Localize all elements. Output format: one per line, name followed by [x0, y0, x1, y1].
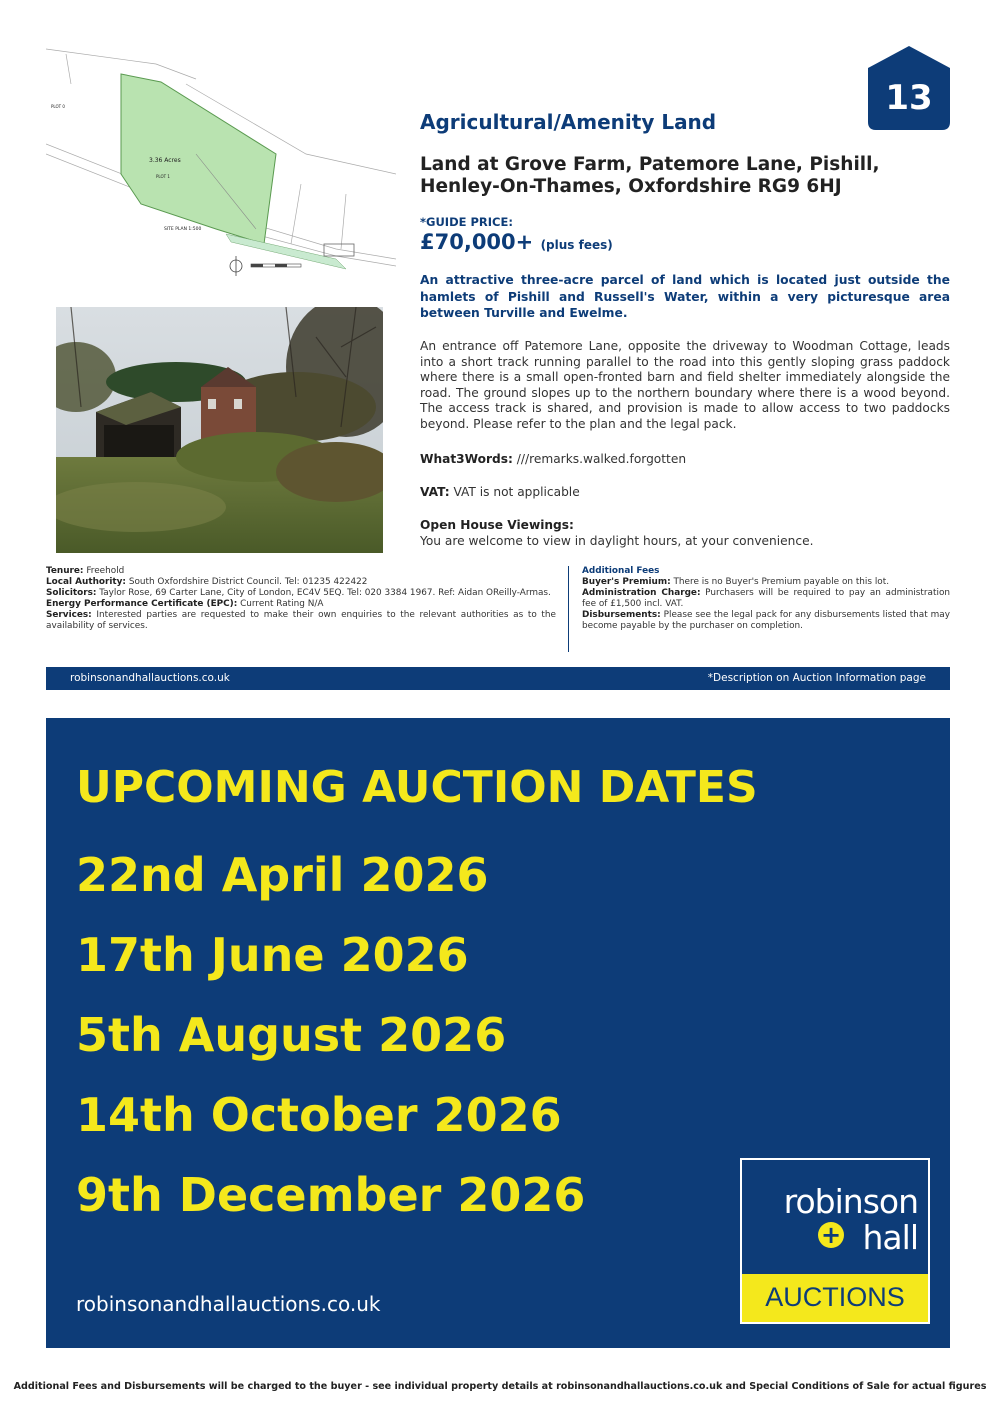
upcoming-auctions-panel	[46, 718, 950, 1348]
epc-label: Energy Performance Certificate (EPC):	[46, 599, 238, 609]
tenure-value: Freehold	[86, 566, 125, 576]
what3words-label: What3Words:	[420, 452, 513, 466]
robinson-hall-logo	[740, 1158, 930, 1324]
viewings-title: Open House Viewings:	[420, 518, 574, 532]
vat-label: VAT:	[420, 485, 450, 499]
guide-price-value: £70,000+	[420, 230, 534, 254]
guide-price-label: *GUIDE PRICE:	[420, 215, 513, 229]
authority-label: Local Authority:	[46, 577, 126, 587]
auction-date: 5th August 2026	[76, 1008, 507, 1062]
solicitors-value: Taylor Rose, 69 Carter Lane, City of London, EC4V 5EQ. Tel: 020 3384 1967. Ref: Aidan OReilly-Armas.	[99, 588, 551, 598]
auctions-website-link[interactable]: robinsonandhallauctions.co.uk	[76, 1292, 381, 1316]
website-link[interactable]: robinsonandhallauctions.co.uk	[70, 672, 230, 684]
admin-value: Purchasers will be required to pay an administration fee of £1,500 incl. VAT.	[582, 588, 950, 609]
property-summary: An attractive three-acre parcel of land which is located just outside the hamlets of Pishill and Russell's Water, within a very picturesque area between Turville and Ewelme.	[420, 273, 950, 320]
property-address	[420, 154, 940, 198]
details-divider	[568, 566, 569, 652]
vat-info	[420, 485, 580, 499]
logo-band-text: AUCTIONS	[765, 1282, 905, 1312]
auction-date: 14th October 2026	[76, 1088, 562, 1142]
premium-value: There is no Buyer's Premium payable on this lot.	[673, 577, 890, 587]
admin-label: Administration Charge:	[582, 588, 701, 598]
footer-note: Additional Fees and Disbursements will be charged to the buyer - see individual property details at robinsonandhallauctions.co.uk and Special Conditions of Sale for actual figures	[13, 1381, 987, 1392]
premium-label: Buyer's Premium:	[582, 577, 671, 587]
property-description: An entrance off Patemore Lane, opposite the driveway to Woodman Cottage, leads into a short track running parallel to the road into this gently sloping grass paddock where there is a small open-fronted barn and field shelter immediately alongside the road. The ground slopes up to the northern boundary where there is a wood beyond. The access track is shared, and provision is made to allow access to two paddocks beyond. Please refer to the plan and the legal pack.	[420, 339, 950, 431]
solicitors-label: Solicitors:	[46, 588, 97, 598]
authority-value: South Oxfordshire District Council. Tel: 01235 422422	[128, 577, 368, 587]
viewings-text: You are welcome to view in daylight hours, at your convenience.	[420, 534, 814, 548]
what3words-value: ///remarks.walked.forgotten	[516, 452, 687, 466]
vat-value: VAT is not applicable	[453, 485, 580, 499]
logo-word-robinson: robinson	[783, 1182, 918, 1221]
property-category: Agricultural/Amenity Land	[420, 110, 717, 134]
address-line-1: Land at Grove Farm, Patemore Lane, Pishill,	[420, 154, 880, 175]
description-note: *Description on Auction Information page	[707, 672, 926, 684]
epc-value: Current Rating N/A	[240, 599, 324, 609]
additional-fees	[582, 566, 950, 632]
what3words	[420, 452, 686, 466]
plan-area-label: 3.36 Acres	[149, 157, 181, 164]
auction-date: 22nd April 2026	[76, 848, 489, 902]
lot-number: 13	[885, 78, 933, 118]
tenure-label: Tenure:	[46, 566, 84, 576]
property-photo	[56, 307, 383, 553]
guide-price-suffix: (plus fees)	[540, 238, 613, 252]
address-line-2: Henley-On-Thames, Oxfordshire RG9 6HJ	[420, 176, 842, 197]
services-label: Services:	[46, 610, 92, 620]
plan-plot-label: PLOT 1	[156, 174, 170, 179]
auction-date: 9th December 2026	[76, 1168, 586, 1222]
auction-date: 17th June 2026	[76, 928, 469, 982]
info-bar	[46, 667, 950, 690]
disbursements-label: Disbursements:	[582, 610, 661, 620]
logo-word-hall: hall	[862, 1218, 918, 1257]
plus-icon: +	[818, 1222, 844, 1248]
disbursements-value: Please see the legal pack for any disbursements listed that may become payable by the purchaser on completion.	[582, 610, 950, 631]
lot-number-badge	[868, 46, 950, 130]
site-plan-map	[46, 44, 396, 280]
guide-price	[420, 230, 613, 254]
auctions-title: UPCOMING AUCTION DATES	[76, 762, 758, 813]
fees-title: Additional Fees	[582, 566, 660, 576]
plan-plot-label-top: PLOT 0	[51, 104, 65, 109]
plan-caption: SITE PLAN 1:500	[164, 227, 202, 232]
services-value: Interested parties are requested to make their own enquiries to the relevant authorities as to the availability of services.	[46, 610, 556, 631]
logo-band	[742, 1274, 928, 1322]
property-details	[46, 566, 556, 632]
